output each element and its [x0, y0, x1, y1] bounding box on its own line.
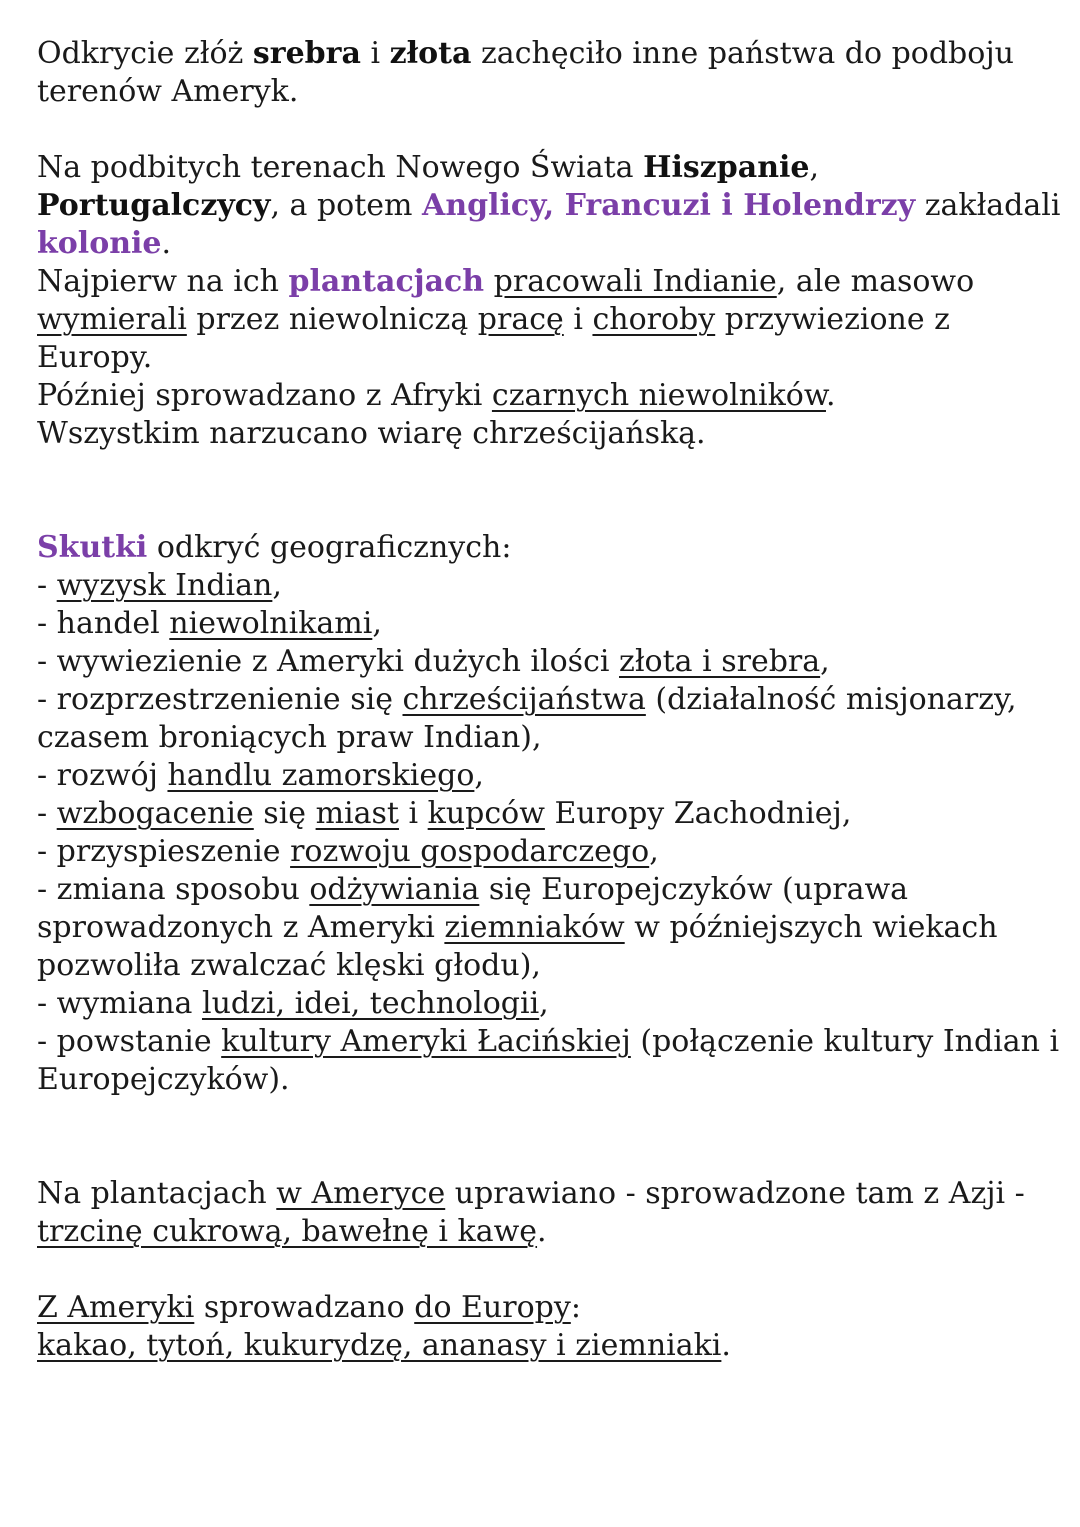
text: -	[37, 568, 57, 603]
text: się	[253, 796, 316, 831]
paragraph-imports	[37, 1289, 1067, 1327]
underlined-text: handlu zamorskiego	[167, 758, 475, 793]
list-item	[37, 681, 1067, 757]
list-item	[37, 605, 1067, 643]
text: ,	[372, 606, 382, 641]
underlined-text: niewolnikami	[169, 606, 373, 641]
text: Europy Zachodniej,	[544, 796, 852, 831]
underlined-text: ziemniaków	[444, 910, 625, 945]
text: zachęciło inne państwa do podboju terenów Ameryk.	[37, 36, 1014, 109]
text: (działalność misjonarzy, czasem broniących praw Indian),	[37, 682, 1017, 755]
text: - rozprzestrzenienie się	[37, 682, 403, 717]
list-item	[37, 871, 1067, 985]
text: się Europejczyków (uprawa sprowadzonych z Ameryki	[37, 872, 909, 945]
underlined-text: odżywiania	[309, 872, 480, 907]
bold-gold: złota	[389, 36, 472, 71]
underlined-text: złota i srebra	[619, 644, 821, 679]
paragraph-import-list	[37, 1327, 1067, 1365]
underlined-text: w Ameryce	[276, 1176, 446, 1211]
list-item	[37, 567, 1067, 605]
underlined-text: trzcinę cukrową, bawełnę i kawę	[37, 1214, 538, 1249]
text: ,	[474, 758, 484, 793]
text: -	[37, 796, 57, 831]
text: - powstanie	[37, 1024, 222, 1059]
list-item	[37, 1023, 1067, 1099]
text: .	[537, 1214, 547, 1249]
text: przywiezione z Europy.	[37, 302, 950, 375]
text: i	[398, 796, 428, 831]
text: Na podbitych terenach Nowego Świata	[37, 150, 644, 185]
text: przez niewolniczą	[186, 302, 478, 337]
text: .	[161, 226, 172, 261]
text: - handel	[37, 606, 170, 641]
underlined-text: czarnych niewolników	[491, 378, 826, 413]
text: ,	[272, 568, 282, 603]
purple-effects: Skutki	[37, 530, 148, 565]
text	[484, 264, 494, 299]
underlined-text: pracę	[477, 302, 564, 337]
underlined-text: ludzi, idei, technologii	[201, 986, 540, 1021]
text: .	[721, 1328, 731, 1363]
text: , a potem	[270, 188, 423, 223]
purple-plantations: plantacjach	[288, 264, 485, 299]
underlined-text: wyzysk Indian	[56, 568, 273, 603]
text: sprowadzano	[194, 1290, 415, 1325]
underlined-text: kupców	[427, 796, 545, 831]
underlined-text: Z Ameryki	[37, 1290, 195, 1325]
list-item	[37, 643, 1067, 681]
text: Później sprowadzano z Afryki	[37, 378, 492, 413]
paragraph-colonies	[37, 149, 1067, 263]
skutki-heading	[37, 529, 1067, 567]
underlined-text: kakao, tytoń, kukurydzę, ananasy i ziemniaki	[37, 1328, 722, 1363]
underlined-text: wymierali	[37, 302, 187, 337]
bold-silver: srebra	[252, 36, 361, 71]
text: odkryć geograficznych:	[147, 530, 512, 565]
text: - przyspieszenie	[37, 834, 291, 869]
paragraph-plantations	[37, 263, 1067, 377]
text: zakładali	[915, 188, 1061, 223]
underlined-text: chrześcijaństwa	[402, 682, 646, 717]
text: :	[570, 1290, 581, 1325]
bold-spaniards: Hiszpanie	[643, 150, 810, 185]
text: i	[360, 36, 390, 71]
purple-nations: Anglicy, Francuzi i Holendrzy	[422, 188, 916, 223]
text: - wymiana	[37, 986, 202, 1021]
text: - zmiana sposobu	[37, 872, 310, 907]
paragraph-slaves	[37, 377, 1067, 415]
purple-colonies: kolonie	[37, 226, 162, 261]
text: Na plantacjach	[37, 1176, 277, 1211]
underlined-text: do Europy	[414, 1290, 571, 1325]
list-item	[37, 757, 1067, 795]
text: (połączenie kultury Indian i Europejczyków).	[37, 1024, 1060, 1097]
underlined-text: kultury Ameryki Łacińskiej	[221, 1024, 631, 1059]
list-item	[37, 795, 1067, 833]
paragraph-faith	[37, 415, 1067, 453]
text: Wszystkim narzucano wiarę chrześcijańską.	[37, 416, 706, 451]
text: , ale masowo	[776, 264, 975, 299]
text: uprawiano - sprowadzone tam z Azji -	[445, 1176, 1025, 1211]
underlined-text: wzbogacenie	[56, 796, 254, 831]
note-page	[37, 35, 1067, 1365]
text: Odkrycie złóż	[37, 36, 253, 71]
paragraph-discovery	[37, 35, 1067, 111]
paragraph-crops	[37, 1175, 1067, 1251]
text: ,	[809, 150, 820, 185]
underlined-text: choroby	[592, 302, 716, 337]
underlined-text: pracowali Indianie	[493, 264, 777, 299]
text: - wywiezienie z Ameryki dużych ilości	[37, 644, 620, 679]
text: w późniejszych wiekach pozwoliła zwalczać klęski głodu),	[37, 910, 998, 983]
text: Najpierw na ich	[37, 264, 289, 299]
text: ,	[539, 986, 549, 1021]
text: ,	[649, 834, 659, 869]
text: i	[563, 302, 593, 337]
text: ,	[820, 644, 830, 679]
text: .	[825, 378, 836, 413]
list-item	[37, 833, 1067, 871]
list-item	[37, 985, 1067, 1023]
underlined-text: rozwoju gospodarczego	[290, 834, 650, 869]
text: - rozwój	[37, 758, 168, 793]
bold-portuguese: Portugalczycy	[37, 188, 271, 223]
underlined-text: miast	[315, 796, 399, 831]
